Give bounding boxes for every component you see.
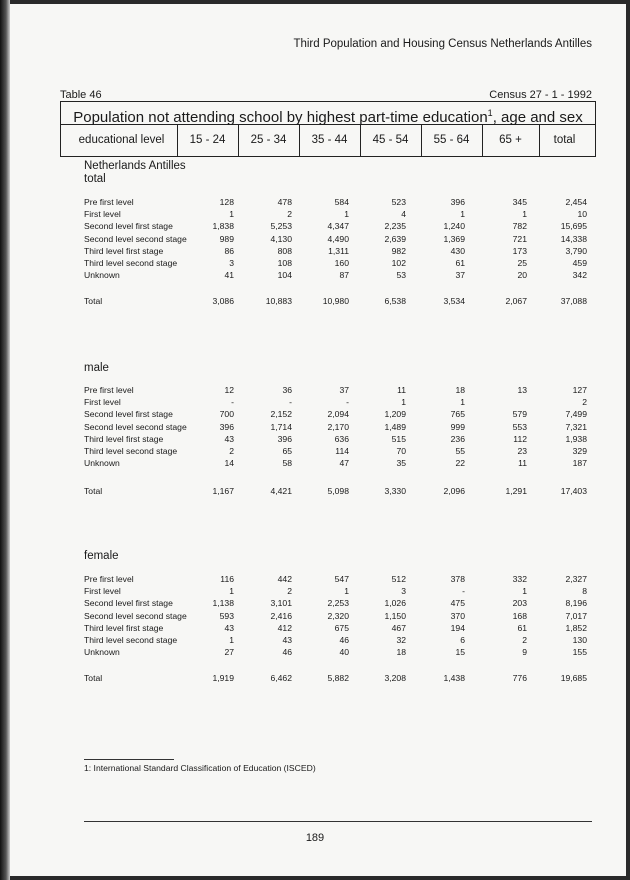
cell-55-64: 765 [450,409,465,420]
col-65-plus: 65 + [482,124,540,156]
cell-25-34: 2 [287,209,292,220]
row-label: Second level first stage [84,221,173,232]
cell-35-44: 5,098 [327,486,349,496]
cell-25-34: - [289,397,292,408]
col-55-64: 55 - 64 [421,124,483,156]
cell-65: 20 [517,270,527,281]
cell-15-24: 989 [219,233,234,244]
cell-65: 2,067 [505,296,527,306]
table-row [0,635,630,647]
cell-65: 9 [522,647,527,658]
cell-55-64: 1 [460,209,465,220]
cell-65: 23 [517,446,527,456]
cell-25-34: 65 [282,446,292,456]
cell-65: 25 [517,258,527,268]
census-date: Census 27 - 1 - 1992 [489,89,592,101]
cell-25-34: 2,152 [270,409,292,420]
row-label: Third level first stage [84,622,164,633]
cell-total: 1,852 [565,622,587,633]
row-label: Third level first stage [84,245,164,256]
row-label: Second level second stage [84,233,187,244]
row-label: Total [84,673,103,683]
cell-15-24: 27 [224,647,234,658]
cell-65: 776 [512,673,527,683]
cell-total: 7,017 [565,610,587,621]
table-row [0,270,630,282]
cell-45-54: 6,538 [384,296,406,306]
cell-25-34: 3,101 [270,598,292,609]
cell-25-34: 808 [277,245,292,256]
cell-65: 721 [512,233,527,244]
cell-35-44: 2,170 [327,421,349,432]
cell-45-54: 1,489 [384,421,406,432]
cell-45-54: 3,330 [384,486,406,496]
section-sublabel: total [84,173,106,185]
cell-15-24: 14 [224,458,234,469]
cell-55-64: 3,534 [443,296,465,306]
table-row [0,258,630,270]
cell-55-64: 378 [450,574,465,584]
table-row [0,422,630,434]
cell-total: 17,403 [560,486,587,496]
cell-45-54: 3,208 [384,673,406,683]
table-row [0,246,630,258]
cell-15-24: 1 [229,209,234,220]
cell-35-44: 5,882 [327,673,349,683]
cell-55-64: 55 [455,446,465,456]
cell-25-34: 10,883 [265,296,292,306]
page-number: 189 [305,832,325,844]
cell-45-54: 32 [396,635,406,645]
cell-total: 155 [572,647,587,658]
cell-55-64: 1,369 [443,233,465,244]
total-row [0,486,630,498]
cell-35-44: 2,320 [327,610,349,621]
cell-25-34: 2,416 [270,610,292,621]
cell-35-44: 4,490 [327,233,349,244]
row-label: Total [84,486,103,496]
cell-35-44: 547 [334,574,349,584]
footnote: 1: International Standard Classification of Education (ISCED) [84,763,316,773]
cell-65: 173 [512,245,527,256]
cell-25-34: 43 [282,635,292,645]
cell-65: 553 [512,421,527,432]
table-row [0,574,630,586]
column-headers [61,124,595,156]
cell-45-54: 18 [396,647,406,658]
cell-45-54: 1,209 [384,409,406,420]
cell-35-44: 46 [339,635,349,645]
table-row [0,434,630,446]
cell-total: 8 [582,586,587,597]
section-label: male [84,362,109,374]
footnote-rule [84,759,174,760]
cell-45-54: 3 [401,586,406,597]
cell-total: 2,454 [565,197,587,207]
cell-65: 112 [513,433,527,444]
cell-35-44: 87 [339,270,349,281]
cell-35-44: 40 [339,647,349,658]
cell-45-54: 4 [401,209,406,220]
cell-65: 203 [512,598,527,609]
table-row [0,409,630,421]
cell-65: 168 [512,610,527,621]
cell-55-64: 370 [450,610,465,621]
footnote-marker: 1 [487,108,493,118]
cell-45-54: 102 [391,258,406,268]
cell-15-24: 3,086 [212,296,234,306]
cell-55-64: 236 [450,433,465,444]
row-label: Third level second stage [84,446,178,456]
cell-35-44: 636 [334,433,349,444]
cell-35-44: 37 [339,385,349,395]
cell-55-64: 194 [450,622,465,633]
cell-15-24: 12 [224,385,234,395]
cell-total: 1,938 [565,433,587,444]
cell-35-44: 114 [335,446,349,456]
cell-35-44: 1 [344,209,349,220]
col-25-34: 25 - 34 [238,124,300,156]
cell-15-24: - [231,397,234,408]
cell-45-54: 523 [391,197,406,207]
table-row [0,234,630,246]
cell-35-44: 2,253 [327,598,349,609]
row-label: First level [84,586,121,597]
table-row [0,611,630,623]
cell-45-54: 512 [391,574,406,584]
cell-total: 8,196 [565,598,587,609]
cell-55-64: 15 [455,647,465,658]
table-row [0,586,630,598]
row-label: Unknown [84,458,120,469]
table-row [0,397,630,409]
cell-45-54: 11 [397,385,406,395]
cell-total: 3,790 [565,245,587,256]
table-row [0,623,630,635]
cell-65: 1 [522,586,527,597]
cell-total: 7,499 [565,409,587,420]
cell-15-24: 2 [229,446,234,456]
cell-15-24: 593 [219,610,234,621]
row-label: Total [84,296,103,306]
cell-35-44: 47 [339,458,349,469]
cell-25-34: 442 [277,574,292,584]
cell-total: 459 [572,258,587,268]
cell-15-24: 1 [229,586,234,597]
cell-55-64: 2,096 [443,486,465,496]
cell-25-34: 58 [282,458,292,469]
col-total: total [539,124,590,156]
cell-total: 187 [572,458,587,469]
cell-65: 1,291 [505,486,527,496]
row-label: Unknown [84,270,120,281]
row-label: Second level second stage [84,421,187,432]
title-text: Population not attending school by highest part-time education [73,109,488,126]
cell-35-44: 160 [334,258,349,268]
col-educational-level: educational level [67,124,178,156]
cell-total: 2,327 [565,574,587,584]
cell-65: 782 [512,221,527,232]
row-label: Pre first level [84,574,134,584]
cell-15-24: 700 [219,409,234,420]
cell-25-34: 46 [282,647,292,658]
cell-15-24: 1,838 [212,221,234,232]
cell-45-54: 467 [391,622,406,633]
cell-45-54: 70 [396,446,406,456]
cell-45-54: 1,026 [384,598,406,609]
cell-55-64: 396 [450,197,465,207]
row-label: Second level first stage [84,409,173,420]
cell-15-24: 43 [224,433,234,444]
cell-35-44: 10,980 [322,296,349,306]
cell-total: 329 [572,446,587,456]
cell-55-64: 475 [450,598,465,609]
cell-15-24: 43 [224,622,234,633]
cell-15-24: 41 [224,270,234,281]
cell-45-54: 2,639 [384,233,406,244]
row-label: Second level second stage [84,610,187,621]
table-header-box [60,101,596,157]
cell-total: 342 [572,270,587,281]
row-label: Third level first stage [84,433,164,444]
cell-55-64: 999 [450,421,465,432]
cell-25-34: 104 [277,270,292,281]
cell-total: 2 [582,397,587,408]
cell-15-24: 1,138 [212,598,234,609]
row-label: Second level first stage [84,598,173,609]
table-row [0,221,630,233]
cell-15-24: 1,919 [212,673,234,683]
cell-45-54: 1,150 [384,610,406,621]
section-label: Netherlands Antilles [84,160,186,172]
table-number: Table 46 [60,89,102,101]
cell-15-24: 86 [224,245,234,256]
table-row [0,458,630,470]
total-row [0,296,630,308]
cell-45-54: 35 [396,458,406,469]
running-header: Third Population and Housing Census Netherlands Antilles [293,38,592,50]
cell-45-54: 2,235 [384,221,406,232]
cell-55-64: 37 [455,270,465,281]
cell-45-54: 1 [401,397,406,408]
total-row [0,673,630,685]
cell-55-64: 1 [460,397,465,408]
cell-55-64: 18 [455,385,465,395]
cell-65: 2 [522,635,527,645]
cell-total: 15,695 [560,221,587,232]
cell-total: 10 [577,209,587,220]
cell-15-24: 128 [219,197,234,207]
cell-25-34: 36 [282,385,292,395]
cell-total: 7,321 [565,421,587,432]
cell-15-24: 396 [219,421,234,432]
table-row [0,647,630,659]
row-label: Pre first level [84,385,134,395]
cell-25-34: 6,462 [270,673,292,683]
cell-45-54: 515 [391,433,406,444]
section-label: female [84,550,119,562]
bottom-rule [84,821,592,822]
table-row [0,209,630,221]
cell-25-34: 1,714 [270,421,292,432]
cell-35-44: 2,094 [327,409,349,420]
cell-total: 130 [572,635,587,645]
cell-35-44: 1,311 [328,245,349,256]
cell-25-34: 2 [287,586,292,597]
cell-15-24: 116 [220,574,234,584]
cell-55-64: 1,438 [443,673,465,683]
cell-25-34: 412 [277,622,292,633]
cell-55-64: 430 [450,245,465,256]
cell-65: 11 [518,458,527,469]
cell-25-34: 108 [277,258,292,268]
cell-55-64: 6 [460,635,465,645]
cell-65: 579 [512,409,527,420]
cell-25-34: 396 [277,433,292,444]
title-suffix: , age and sex [492,109,583,126]
row-label: First level [84,397,121,408]
col-35-44: 35 - 44 [299,124,361,156]
cell-25-34: 5,253 [270,221,292,232]
row-label: Third level second stage [84,635,178,645]
cell-35-44: - [346,397,349,408]
cell-total: 127 [572,385,587,395]
cell-15-24: 3 [229,258,234,268]
cell-45-54: 982 [391,245,406,256]
cell-55-64: - [462,586,465,597]
cell-65: 13 [517,385,527,395]
cell-55-64: 1,240 [443,221,465,232]
table-row [0,598,630,610]
table-row [0,385,630,397]
cell-65: 332 [512,574,527,584]
cell-total: 19,685 [560,673,587,683]
cell-35-44: 1 [344,586,349,597]
row-label: Third level second stage [84,258,178,268]
table-row [0,446,630,458]
table-title [61,102,595,125]
row-label: Unknown [84,647,120,658]
col-45-54: 45 - 54 [360,124,422,156]
cell-total: 37,088 [560,296,587,306]
table-row [0,197,630,209]
cell-65: 1 [522,209,527,220]
cell-55-64: 61 [455,258,465,268]
cell-35-44: 584 [334,197,349,207]
cell-25-34: 4,130 [270,233,292,244]
cell-35-44: 675 [334,622,349,633]
cell-65: 345 [512,197,527,207]
cell-15-24: 1 [229,635,234,645]
cell-total: 14,338 [560,233,587,244]
cell-25-34: 478 [277,197,292,207]
cell-45-54: 53 [396,270,406,281]
cell-25-34: 4,421 [270,486,292,496]
row-label: Pre first level [84,197,134,207]
cell-65: 61 [517,622,527,633]
cell-15-24: 1,167 [212,486,234,496]
col-15-24: 15 - 24 [177,124,239,156]
cell-55-64: 22 [455,458,465,469]
row-label: First level [84,209,121,220]
cell-35-44: 4,347 [327,221,349,232]
